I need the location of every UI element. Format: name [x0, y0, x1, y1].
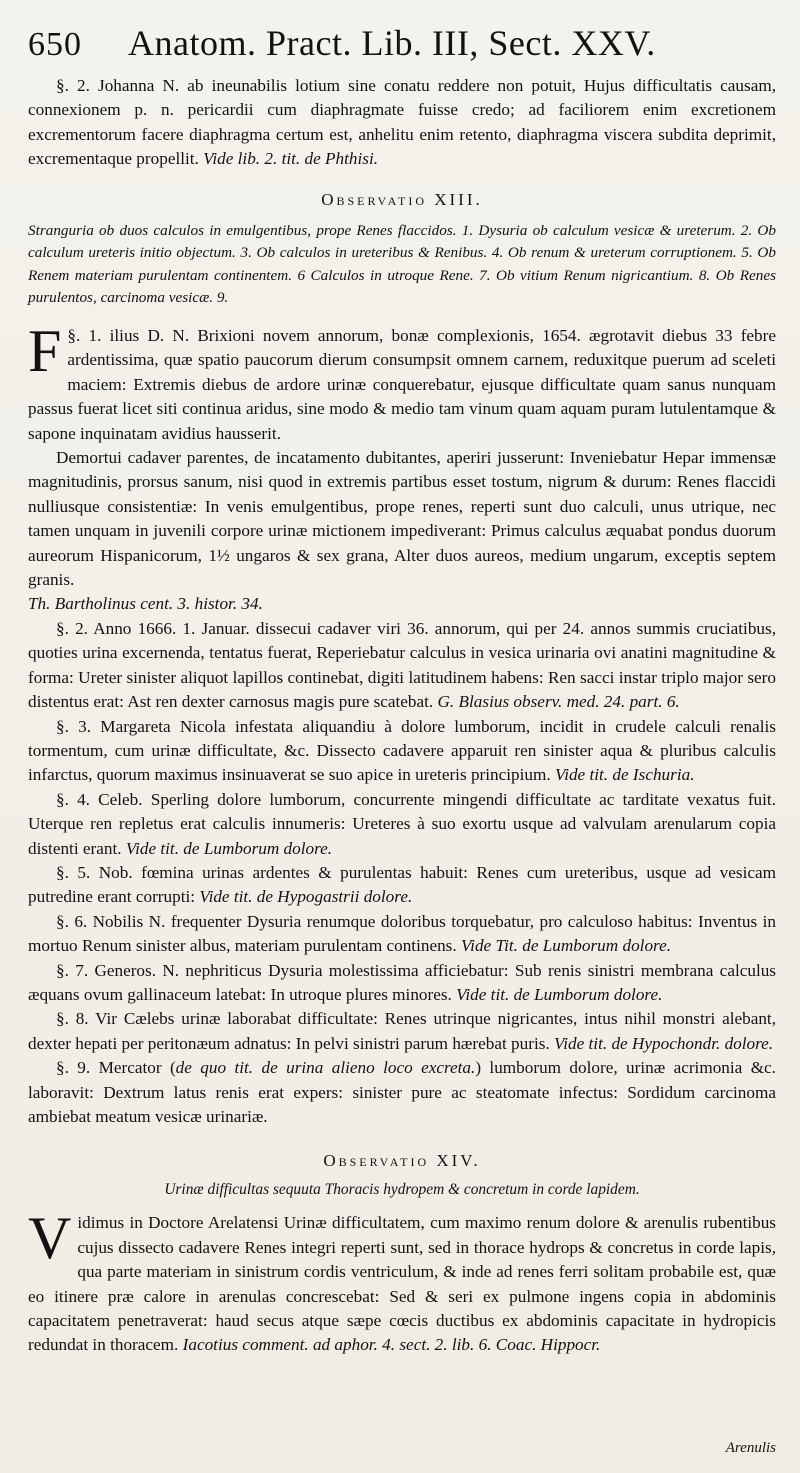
- section-9-text-a: §. 9. Mercator (: [56, 1058, 176, 1078]
- section-5-text: §. 5. Nob. fœmina urinas ardentes & purulentas habuit: Renes cum ureteribus, usque ad vesicam putredine erant corrupti:: [28, 862, 776, 907]
- section-2-text: §. 2. Anno 1666. 1. Januar. dissecui cadaver viri 36. annorum, qui per 24. annos summis cruciatibus, quoties urina excernenda, tentatus fuerat, Reperiebatur calculus in vesica urinaria ovi anatini magnitudine & forma: Ureter sinister aliquot lapillos continebat, digiti latitudinem habens: Ren sacci instar triplo major sero distentus erat: Ast ren dexter carnosus magis pure scatebat.: [28, 618, 776, 712]
- page-header: [28, 22, 776, 74]
- section-1b-citation: Th. Bartholinus cent. 3. histor. 34.: [28, 594, 263, 614]
- section-1-mark: §. 1.: [67, 326, 102, 345]
- observation-13-summary: Stranguria ob duos calculos in emulgentibus, prope Renes flaccidos. 1. Dysuria ob calculum vesicæ & ureterum. 2. Ob calculum ureteris initio objectum. 3. Ob calculos in ureteribus & Renibus. 4. Ob renum & ureterum corruptionem. 5. Ob Renem materiam purulentam continentem. 6 Calculos in utroque Rene. 7. Ob vitium Renum nigricantium. 8. Ob Renes purulentos, carcinoma vesicæ. 9.: [28, 221, 776, 307]
- section-1-paragraph: [28, 318, 776, 446]
- observation-14-subtitle: Urinæ difficultas sequuta Thoracis hydropem & concretum in corde lapidem.: [164, 1181, 640, 1199]
- running-head: Anatom. Pract. Lib. III, Sect. XXV.: [128, 23, 656, 63]
- section-4-paragraph: [28, 788, 776, 861]
- dropcap-f: F: [28, 318, 62, 384]
- catchword: Arenulis: [725, 1440, 776, 1456]
- section-9-paragraph: [28, 1056, 776, 1129]
- section-8-text: §. 8. Vir Cælebs urinæ laborabat difficultate: Renes utrinque nigricantes, intus nihil monstri alebant, dexter hepati per peritonæum adnatus: In pelvi sinistri parum hærebat puris.: [28, 1009, 776, 1053]
- section-9-text-b: ) lumborum dolore, urinæ acrimonia &c. laboravit: Dextrum latus renis erat expers: sinister pure ac steatomate infectus: Sordidum carcinoma ambiebat meatum vesicæ urinariæ.: [28, 1058, 776, 1126]
- intro-paragraph: [28, 74, 776, 172]
- section-4-citation: Vide tit. de Lumborum dolore.: [125, 838, 333, 858]
- section-8-citation: Vide tit. de Hypochondr. dolore.: [554, 1033, 774, 1053]
- observation-13-title: Observatio XIII.: [321, 189, 483, 209]
- section-7-citation: Vide tit. de Lumborum dolore.: [456, 984, 663, 1004]
- observation-14-citation: Iacotius comment. ad aphor. 4. sect. 2. lib. 6. Coac. Hippocr.: [182, 1335, 601, 1355]
- section-2-citation: G. Blasius observ. med. 24. part. 6.: [437, 692, 680, 712]
- intro-citation: Vide lib. 2. tit. de Phthisi.: [203, 149, 379, 169]
- section-1b-paragraph: [28, 446, 776, 592]
- observation-14-title: Observatio XIV.: [323, 1151, 481, 1171]
- section-3-text: §. 3. Margareta Nicola infestata aliquandiu à dolore lumborum, incidit in crudele calculi renalis tormentum, cum urinæ difficultate, &c. Dissecto cadavere apparuit ren sinister aqua & pluribus calculis infarctus, quorum maximus insinuaverat se suo apice in ureteris principium.: [28, 716, 776, 785]
- section-1b-citation-line: [28, 592, 776, 616]
- section-8-paragraph: [28, 1007, 776, 1056]
- section-6-text: §. 6. Nobilis N. frequenter Dysuria renumque doloribus torquebatur, pro calculoso habitus: Inventus in mortuo Renum sinister albus, materiam purulentam continens.: [28, 911, 776, 956]
- section-2-paragraph: [28, 617, 776, 715]
- section-6-paragraph: [28, 910, 776, 959]
- section-3-paragraph: [28, 715, 776, 788]
- section-1-text: ilius D. N. Brixioni novem annorum, bonæ complexionis, 1654. ægrotavit diebus 33 febre ardentissima, quæ spatio paucorum dierum consumpsit omnem carnem, reduxitque puerum ad sceleti maciem: Extremis diebus de ardore urinæ conquerebatur, ejusque difficultate quam sanus nunquam passus fuerat licet siti continua aridus, sine modo & medio tam vinum quam aquam puram lutulentamque & sapone inquinatam avidius hausserit.: [28, 326, 776, 443]
- intro-text: §. 2. Johanna N. ab ineunabilis lotium sine conatu reddere non potuit, Hujus difficultatis causam, connexionem p. n. pericardii cum diaphragmate fuisse credo; ad faciliorem enim excretionem excrementorum facere diaphragma certum est, anhelitu enim retento, diaphragma viscera subdita deprimit, excrementaque propellit.: [28, 76, 776, 169]
- dropcap-v: V: [28, 1205, 72, 1272]
- section-9-citation: de quo tit. de urina alieno loco excreta.: [175, 1058, 476, 1078]
- observation-14-text: idimus in Doctore Arelatensi Urinæ difficultatem, cum maximo renum dolore & arenulis rubentibus cujus dissecto cadavere Renes integri reperti sunt, sed in thorace hydrops & concretus in corde lapis, qua parte materiam in sinistrum cordis ventriculum, & inde ad renes ferri solitam probabile est, quæ eo itinere præ calore in arenulas concrescebat: Sed & seri ex pulmone ingens copia in abdominis capacitatem penetraverat: haud secus atque sæpe cœcis ductibus ex abdominis capacitate in hydropicis redundat in thoracem.: [28, 1213, 776, 1355]
- section-7-paragraph: [28, 959, 776, 1008]
- section-4-text: §. 4. Celeb. Sperling dolore lumborum, concurrente mingendi difficultate ac tarditate vexatus fuit. Uterque ren repletus erat calculis innumeris: Ureteres à suo exortu usque ad valvulam arenularum copia distenti erant.: [28, 789, 776, 858]
- section-5-citation: Vide tit. de Hypogastrii dolore.: [199, 887, 413, 907]
- section-3-citation: Vide tit. de Ischuria.: [554, 765, 695, 785]
- page-number: 650: [28, 26, 82, 63]
- section-5-paragraph: [28, 861, 776, 910]
- section-1b-text: Demortui cadaver parentes, de incatamento dubitantes, aperiri jusserunt: Inveniebatur Hepar immensæ magnitudinis, prorsus sanum, nisi quod in extremis partibus esset tostum, nigrum & durum: Renes flaccidi nulliusque consistentiæ: In venis emulgentibus, prope renes, reperti sunt duo calculi, unus utrique, nec tamen unquam in juvenili corpore urinæ mictionem impediverant: Primus calculus æquabat pondus duorum aureorum Hispanicorum, 1½ ungaros & sex grana, Alter duos aureos, medium ungarum, exceptis septem granis.: [28, 448, 776, 590]
- observation-14-paragraph: [28, 1205, 776, 1357]
- section-6-citation: Vide Tit. de Lumborum dolore.: [460, 936, 672, 956]
- section-7-text: §. 7. Generos. N. nephriticus Dysuria molestissima afficiebatur: Sub renis sinistri membrana calculus æquans ovum gallinaceum latebat: In utroque plures minores.: [28, 960, 776, 1004]
